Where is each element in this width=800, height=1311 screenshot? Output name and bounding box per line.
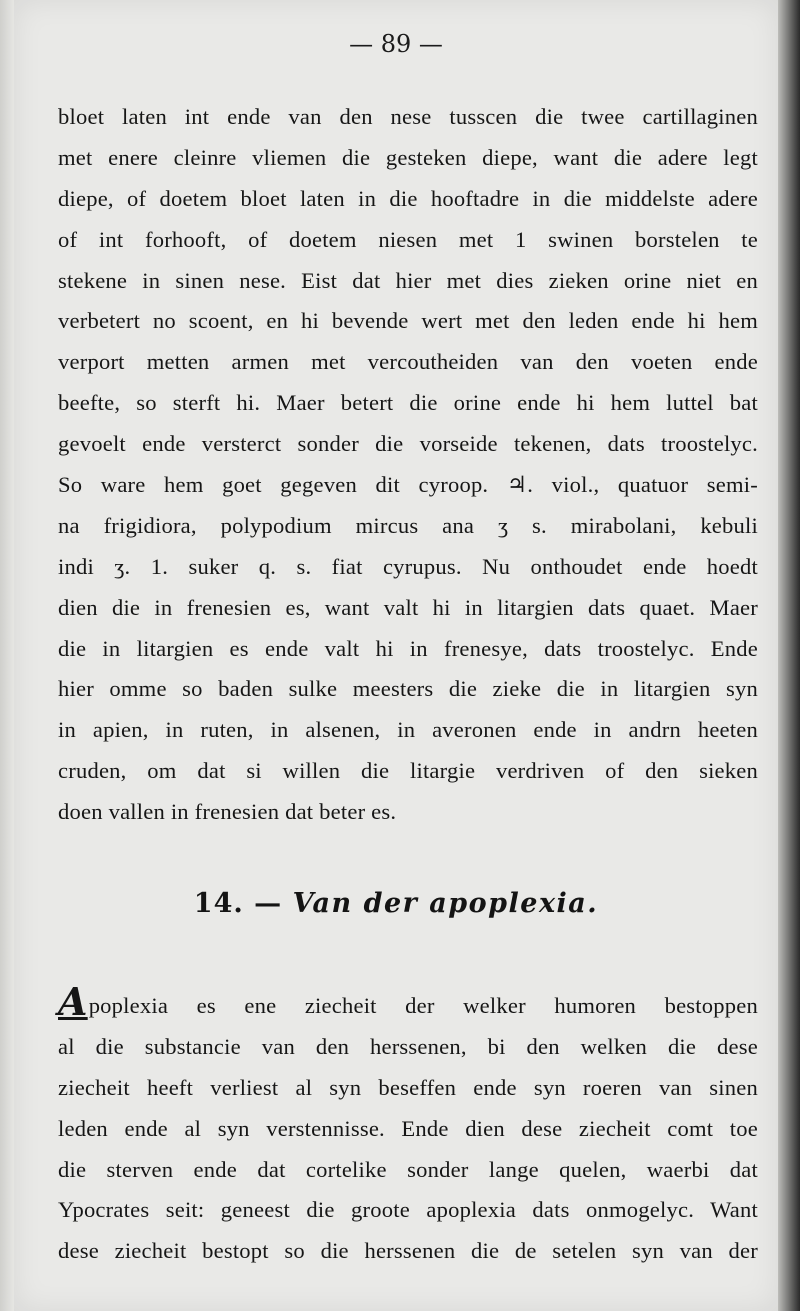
text-line: hier omme so baden sulke meesters die zieke die in litargien syn [58,676,758,702]
text-line: leden ende al syn verstennisse. Ende dien dese ziecheit comt toe [58,1115,758,1141]
text-line: dien die in frenesien es, want valt hi in litargien dats quaet. Maer [58,594,758,620]
text-line: gevoelt ende versterct sonder die vorseide tekenen, dats troostelyc. [58,431,758,457]
page-edge [778,0,800,1311]
text-line: cruden, om dat si willen die litargie verdriven of den sieken [58,758,758,784]
text-line: diepe, of doetem bloet laten in die hooftadre in die middelste adere [58,185,758,211]
section-title: Van der apoplexia. [292,888,599,919]
text-line: verport metten armen met vercoutheiden van den voeten ende [58,349,758,375]
text-line: doen vallen in frenesien dat beter es. [58,799,397,825]
paragraph-2 [58,979,758,1272]
page-spine [0,0,14,1311]
page-number: — 89 — [349,30,443,58]
text-line: So ware hem goet gegeven dit cyroop. ♃. viol., quatuor semi- [58,472,758,498]
paragraph-1 [58,97,758,833]
text-line: die in litargien es ende valt hi in frenesye, dats troostelyc. Ende [58,635,758,661]
text-line: beefte, so sterft hi. Maer betert die orine ende hi hem luttel bat [58,390,758,416]
text-line: die sterven ende dat cortelike sonder lange quelen, waerbi dat [58,1156,758,1182]
section-dash: — [254,888,283,919]
first-line-text: poplexia es ene ziecheit der welker humoren bestoppen [88,993,758,1018]
text-line: verbetert no scoent, en hi bevende wert met den leden ende hi hem [58,308,758,334]
text-line: dese ziecheit bestopt so die herssenen die de setelen syn van der [58,1238,758,1264]
text-line: indi ʒ. 1. suker q. s. fiat cyrupus. Nu onthoudet ende hoedt [58,553,758,579]
text-line: ziecheit heeft verliest al syn beseffen ende syn roeren van sinen [58,1074,758,1100]
book-page [14,0,778,1311]
text-line: na frigidiora, polypodium mircus ana ʒ s. mirabolani, kebuli [58,512,758,538]
decorated-initial: A [58,979,88,1024]
text-line: Ypocrates seit: geneest die groote apoplexia dats onmogelyc. Want [58,1197,758,1223]
text-line: stekene in sinen nese. Eist dat hier met dies zieken orine niet en [58,267,758,293]
section-heading [14,888,778,919]
text-line: bloet laten int ende van den nese tusscen die twee cartillaginen [58,104,758,129]
text-line: of int forhooft, of doetem niesen met 1 swinen borstelen te [58,226,758,252]
text-line [58,979,758,1027]
text-line: al die substancie van den herssenen, bi den welken die dese [58,1033,758,1059]
section-number: 14. [193,888,244,919]
text-line: met enere cleinre vliemen die gesteken diepe, want die adere legt [58,144,758,170]
text-line: in apien, in ruten, in alsenen, in averonen ende in andrn heeten [58,717,758,743]
